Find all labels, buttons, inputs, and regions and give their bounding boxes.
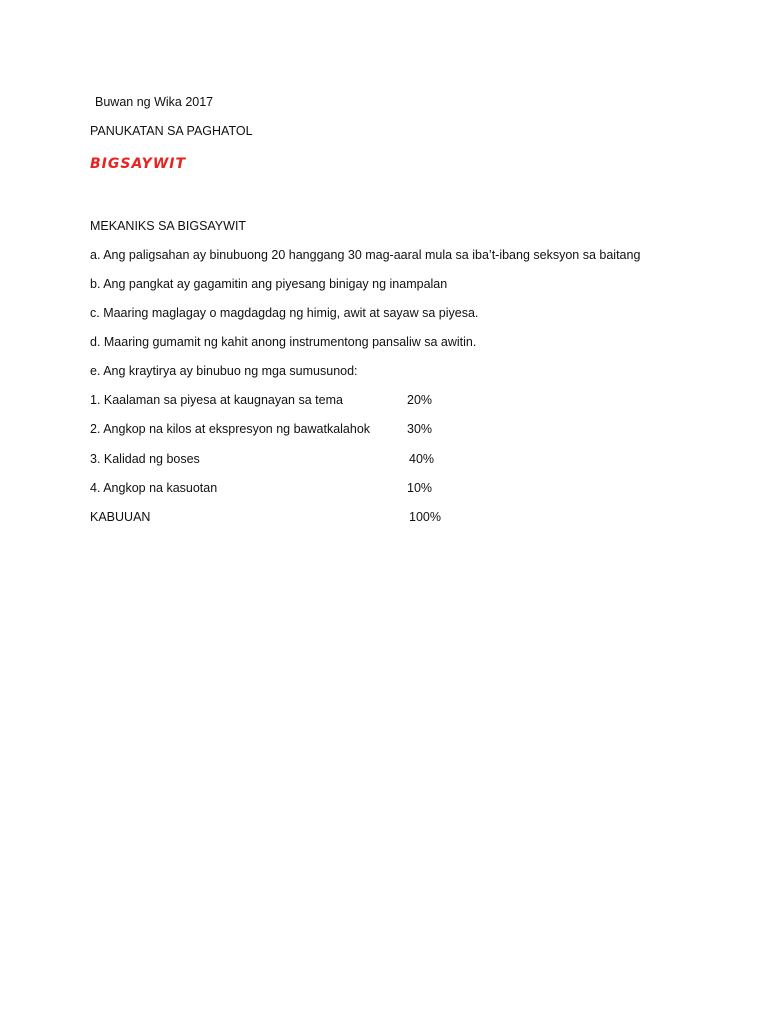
total-percent: 100% <box>409 510 441 524</box>
criteria-percent-1: 20% <box>407 393 433 407</box>
document-subtitle: PANUKATAN SA PAGHATOL <box>90 124 253 138</box>
contest-title: BIGSAYWIT <box>90 156 187 172</box>
total-label: KABUUAN <box>90 510 151 524</box>
mechanics-item-b: b. Ang pangkat ay gagamitin ang piyesang binigay ng inampalan <box>90 277 448 291</box>
mechanics-item-e: e. Ang kraytirya ay binubuo ng mga sumusunod: <box>90 364 358 378</box>
criteria-label-3: 3. Kalidad ng boses <box>90 452 200 466</box>
mechanics-item-c: c. Maaring maglagay o magdagdag ng himig, awit at sayaw sa piyesa. <box>90 306 479 320</box>
criteria-percent-2: 30% <box>407 422 433 436</box>
criteria-percent-3: 40% <box>409 452 435 466</box>
mechanics-item-d: d. Maaring gumamit ng kahit anong instrumentong pansaliw sa awitin. <box>90 335 477 349</box>
mechanics-item-a: a. Ang paligsahan ay binubuong 20 hanggang 30 mag-aaral mula sa iba’t-ibang seksyon sa baitang <box>90 248 641 262</box>
criteria-label-2: 2. Angkop na kilos at ekspresyon ng bawatkalahok <box>90 422 371 436</box>
criteria-label-1: 1. Kaalaman sa piyesa at kaugnayan sa tema <box>90 393 343 407</box>
mechanics-heading: MEKANIKS SA BIGSAYWIT <box>90 219 247 233</box>
criteria-label-4: 4. Angkop na kasuotan <box>90 481 218 495</box>
event-title: Buwan ng Wika 2017 <box>95 95 214 109</box>
criteria-percent-4: 10% <box>407 481 433 495</box>
